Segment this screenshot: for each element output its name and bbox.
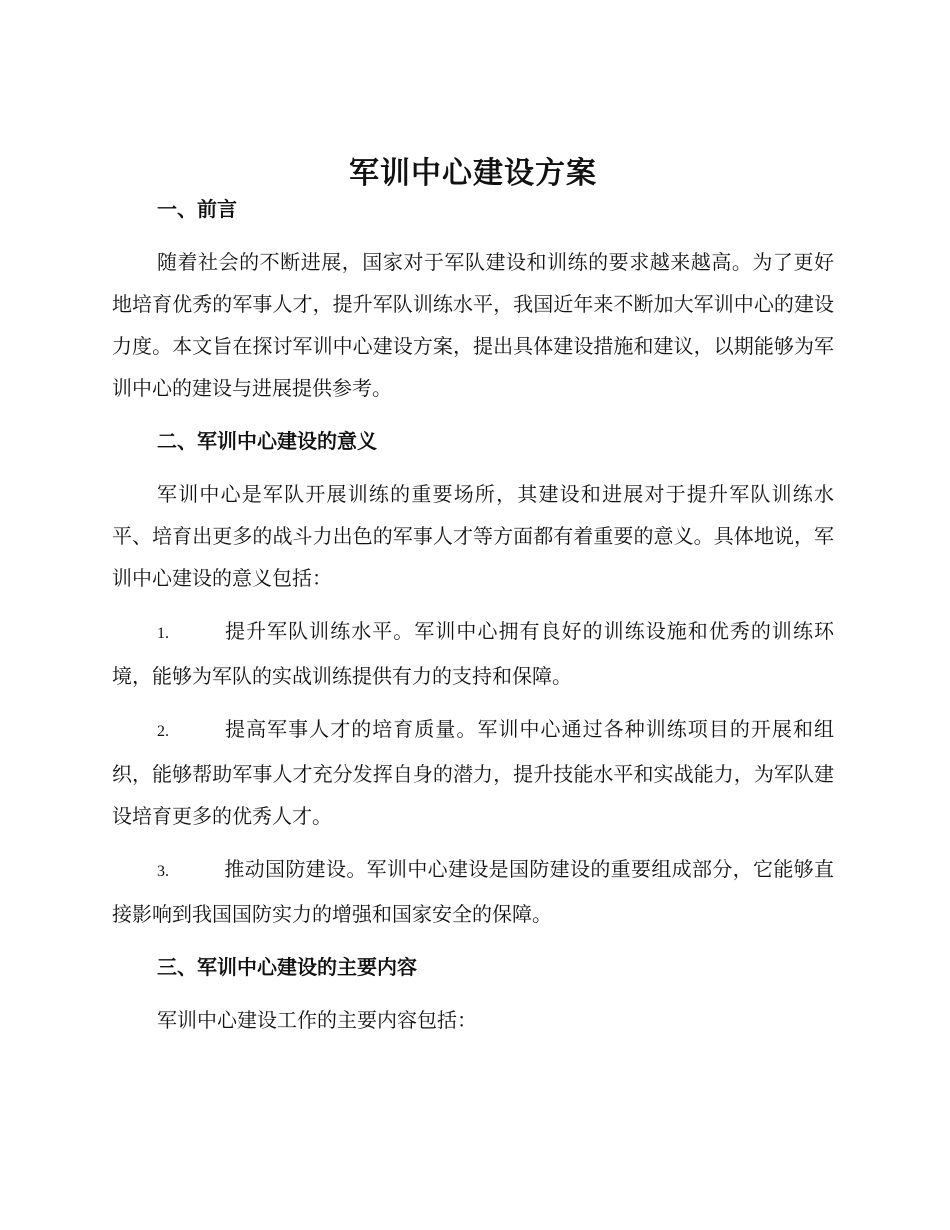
section-heading-preface: 一、前言 bbox=[157, 197, 237, 221]
list-item bbox=[112, 848, 834, 935]
list-item-text: 提升军队训练水平。军训中心拥有良好的训练设施和优秀的训练环境，能够为军队的实战训练提供有力的支持和保障。 bbox=[112, 619, 834, 688]
list-item-number: 2. bbox=[157, 723, 169, 740]
list-item-number: 1. bbox=[157, 625, 169, 642]
section-heading-main-content: 三、军训中心建设的主要内容 bbox=[157, 955, 417, 979]
paragraph-main-content: 军训中心建设工作的主要内容包括： bbox=[157, 1008, 477, 1032]
paragraph-significance: 军训中心是军队开展训练的重要场所，其建设和进展对于提升军队训练水平、培育出更多的战斗力出色的军事人才等方面都有着重要的意义。具体地说，军训中心建设的意义包括： bbox=[112, 482, 834, 590]
list-item-text: 推动国防建设。军训中心建设是国防建设的重要组成部分，它能够直接影响到我国国防实力的增强和国家安全的保障。 bbox=[112, 857, 834, 926]
section-heading-significance: 二、军训中心建设的意义 bbox=[157, 429, 377, 453]
list-item-number: 3. bbox=[157, 863, 169, 880]
list-item-text: 提高军事人才的培育质量。军训中心通过各种训练项目的开展和组织，能够帮助军事人才充分发挥自身的潜力，提升技能水平和实战能力，为军队建设培育更多的优秀人才。 bbox=[112, 717, 834, 828]
document-body bbox=[112, 150, 834, 1041]
paragraph-preface: 随着社会的不断进展，国家对于军队建设和训练的要求越来越高。为了更好地培育优秀的军事人才，提升军队训练水平，我国近年来不断加大军训中心的建设力度。本文旨在探讨军训中心建设方案，提出具体建设措施和建议，以期能够为军训中心的建设与进展提供参考。 bbox=[112, 250, 834, 400]
document-title: 军训中心建设方案 bbox=[349, 156, 597, 191]
list-item bbox=[112, 610, 834, 697]
list-item bbox=[112, 708, 834, 837]
